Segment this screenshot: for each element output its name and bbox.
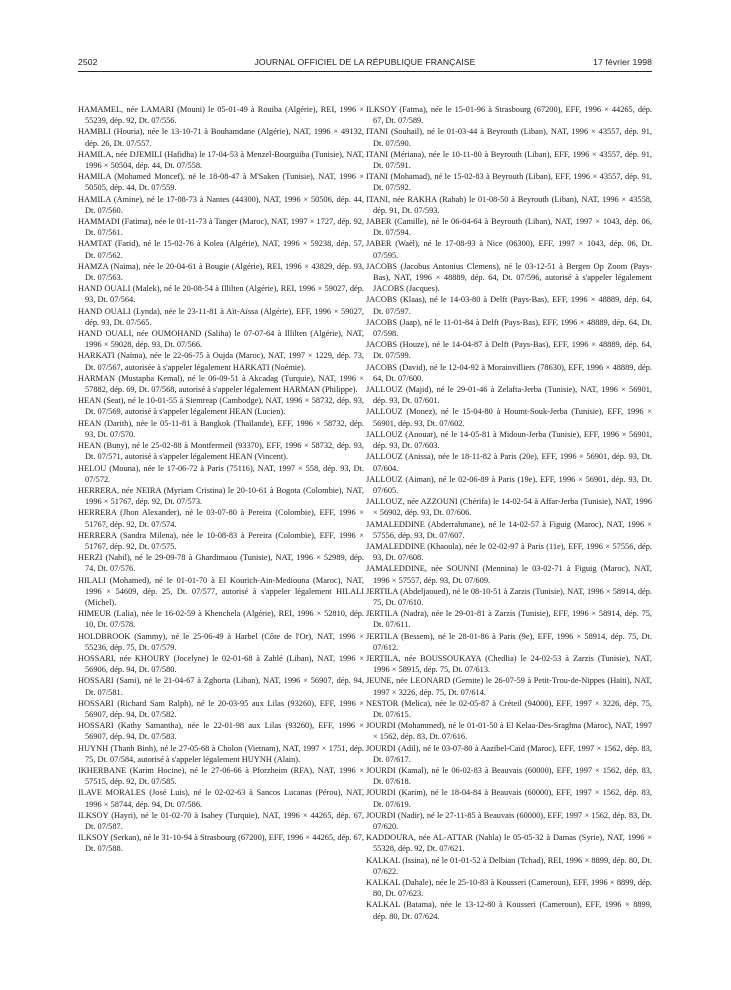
register-entry: HAND OUALI (Malek), né le 20-08-54 à Illilten (Algérie), REI, 1996 × 59027, dép. 93, Dt. 07/564.: [78, 284, 364, 305]
register-entry: JERTILA, née BOUSSOUKAYA (Chedlia) le 24-02-53 à Zarzis (Tunisie), NAT, 1996 × 58915, dép. 75, Dt. 07/613.: [366, 653, 652, 675]
register-entry: HILALI (Mohamed), né le 01-01-70 à El Kourich-Ain-Mediouna (Maroc), NAT, 1996 × 54609, dép. 25, Dt. 07/577, autorisé à s'appeler légalement HILALI (Michel).: [78, 575, 364, 607]
register-entry: JACOBS (Klaas), né le 14-03-80 à Delft (Pays-Bas), EFF, 1996 × 48889, dép. 64, Dt. 07/597.: [366, 295, 652, 316]
register-entry: JALLOUZ, née AZZOUNI (Chérifa) le 14-02-54 à Affar-Jerba (Tunisie), NAT, 1996 × 56902, dép. 93, Dt. 07/606.: [366, 497, 652, 518]
register-entry: ITANI (Mériana), née le 10-11-80 à Beyrouth (Liban), EFF, 1996 × 43557, dép. 91, Dt. 07/591.: [366, 149, 652, 171]
register-entry: JACOBS (Houze), né le 14-04-87 à Delft (Pays-Bas), EFF, 1996 × 48889, dép. 64, Dt. 07/599.: [366, 340, 652, 361]
register-entry: HARKATI (Naïma), née le 22-06-75 à Oujda (Maroc), NAT, 1997 × 1229, dép. 73, Dt. 07/567, autorisée à s'appeler légalement HARKATI (Noémie).: [78, 351, 364, 372]
register-entry: ITANI, née RAKHA (Rabab) le 01-08-50 à Beyrouth (Liban), NAT, 1996 × 43558, dép. 91, Dt. 07/593.: [366, 194, 652, 215]
register-entry: HUYNH (Thanh Binh), né le 27-05-68 à Cholon (Vietnam), NAT, 1997 × 1751, dép. 75, Dt. 07/584, autorisé à s'appeler légalement HUYNH (Alain).: [78, 743, 364, 764]
right-column: [366, 104, 652, 922]
register-entry: ITANI (Souhail), né le 01-03-44 à Beyrouth (Liban), NAT, 1996 × 43557, dép. 91, Dt. 07/590.: [366, 127, 652, 148]
register-entry: ILAVE MORALES (José Luis), né le 02-02-63 à Sancos Lucanas (Pérou), NAT, 1996 × 58744, dép. 94, Dt. 07/586.: [78, 788, 364, 809]
register-entry: JALLOUZ (Anouar), né le 14-05-81 à Midoun-Jerba (Tunisie), EFF, 1996 × 56901, dép. 93, Dt. 07/603.: [366, 429, 652, 451]
issue-date: 17 février 1998: [593, 57, 652, 67]
register-entry: ILKSOY (Hayri), né le 01-02-70 à Isabey (Turquie), NAT, 1996 × 44265, dép. 67, Dt. 07/587.: [78, 810, 364, 831]
register-entry: HOSSARI (Kathy Samantha), née le 22-01-98 aux Lilas (93260), EFF, 1996 × 56907, dép. 94, Dt. 07/583.: [78, 721, 364, 742]
register-entry: HIMEUR (Lalia), née le 16-02-59 à Khenchela (Algérie), REI, 1996 × 52810, dép. 10, Dt. 07/578.: [78, 609, 364, 630]
register-entry: JOURDI (Kamal), né le 06-02-83 à Beauvais (60000), EFF, 1997 × 1562, dép. 83, Dt. 07/618.: [366, 765, 652, 787]
register-entry: HERRERA (Sandra Milena), née le 10-08-83 à Pereira (Colombie), EFF, 1996 × 51767, dép. 92, Dt. 07/575.: [78, 530, 364, 551]
register-entry: HOSSARI, née KHOURY (Jocelyne) le 02-01-68 à Zahlé (Liban), NAT, 1996 × 56906, dép. 94, Dt. 07/580.: [78, 653, 364, 675]
register-entry: HAMILA, née DJEMILI (Hafidha) le 17-04-53 à Menzel-Bourguiba (Tunisie), NAT, 1996 × 50504, dép. 44, Dt. 07/558.: [78, 149, 364, 171]
register-entry: KALKAL (Dahale), née le 25-10-83 à Kousseri (Cameroun), EFF, 1996 × 8899, dép. 80, Dt. 07/623.: [366, 878, 652, 899]
register-entry: NESTOR (Melica), née le 02-05-87 à Créteil (94000), EFF, 1997 × 3226, dép. 75, Dt. 07/615.: [366, 698, 652, 719]
register-entry: JALLOUZ (Majid), né le 29-01-46 à Zelafta-Jerba (Tunisie), NAT, 1996 × 56901, dép. 93, Dt. 07/601.: [366, 385, 652, 406]
register-entry: JACOBS (Jacobus Antonius Clemens), né le 03-12-51 à Bergen Op Zoom (Pays-Bas), NAT, 1996 × 48889, dép. 64, Dt. 07/596, autorisé à s'appeler légalement JACOBS (Jacques).: [366, 261, 652, 294]
register-entry: JAMALEDDINE, née SOUNNI (Mennina) le 03-02-71 à Figuig (Maroc), NAT, 1996 × 57557, dép. 93, Dt. 07/609.: [366, 564, 652, 585]
register-entry: KADDOURA, née AL-ATTAR (Nahla) le 05-05-32 à Damas (Syrie), NAT, 1996 × 55328, dép. 92, Dt. 07/621.: [366, 833, 652, 854]
register-entry: HERRERA, née NEIRA (Myriam Cristina) le 20-10-61 à Bogota (Colombie), NAT, 1996 × 51767, dép. 92, Dt. 07/573.: [78, 485, 364, 507]
register-entry: JACOBS (Jaap), né le 11-01-84 à Delft (Pays-Bas), EFF, 1996 × 48889, dép. 64, Dt. 07/598.: [366, 317, 652, 339]
register-entry: JERTILA (Nadra), née le 29-01-81 à Zarzis (Tunisie), EFF, 1996 × 58914, dép. 75, Dt. 07/611.: [366, 609, 652, 630]
register-entry: HOSSARI (Richard Sam Ralph), né le 20-03-95 aux Lilas (93260), EFF, 1996 × 56907, dép. 94, Dt. 07/582.: [78, 698, 364, 719]
register-entry: JOURDI (Karim), né le 18-04-84 à Beauvais (60000), EFF, 1997 × 1562, dép. 83, Dt. 07/619.: [366, 788, 652, 809]
register-entry: JALLOUZ (Monez), né le 15-04-80 à Houmt-Souk-Jerba (Tunisie), EFF, 1996 × 56901, dép. 93, Dt. 07/602.: [366, 407, 652, 428]
register-entry: HAMILA (Amine), né le 17-08-73 à Nantes (44300), NAT, 1996 × 50506, dép. 44, Dt. 07/560.: [78, 194, 364, 215]
register-entry: HERRERA (Jhon Alexander), né le 03-07-80 à Pereira (Colombie), EFF, 1996 × 51767, dép. 92, Dt. 07/574.: [78, 508, 364, 529]
register-entry: HAMBLI (Houria), née le 13-10-71 à Bouhamdane (Algérie), NAT, 1996 × 49132, dép. 26, Dt. 07/557.: [78, 127, 364, 148]
register-entry: HEAN (Darith), née le 05-11-81 à Bangkok (Thaïlande), EFF, 1996 × 58732, dép. 93, Dt. 07/570.: [78, 418, 364, 439]
register-entry: HAMZA (Naima), née le 20-04-61 à Bougie (Algérie), REI, 1996 × 43829, dép. 93, Dt. 07/563.: [78, 261, 364, 283]
register-entry: JOURDI (Adil), né le 03-07-80 à Aazibel-Caïd (Maroc), EFF, 1997 × 1562, dép. 83, Dt. 07/617.: [366, 743, 652, 764]
register-entry: HARMAN (Mustapha Kemal), né le 06-09-51 à Akcadag (Turquie), NAT, 1996 × 57882, dép. 69, Dt. 07/568, autorisé à s'appeler légalement HARMAN (Philippe).: [78, 373, 364, 395]
register-entry: JALLOUZ (Anissa), née le 18-11-82 à Paris (20e), EFF, 1996 × 56901, dép. 93, Dt. 07/604.: [366, 452, 652, 473]
register-entry: JALLOUZ (Aiman), né le 02-06-89 à Paris (19e), EFF, 1996 × 56901, dép. 93, Dt. 07/605.: [366, 474, 652, 495]
journal-title: JOURNAL OFFICIEL DE LA RÉPUBLIQUE FRANÇAISE: [254, 57, 476, 67]
register-entry: JABER (Waël), né le 17-08-93 à Nice (06300), EFF, 1997 × 1043, dép. 06, Dt. 07/595.: [366, 239, 652, 260]
register-entry: JERTILA (Abdeljaoued), né le 08-10-51 à Zarzis (Tunisie), NAT, 1996 × 58914, dép. 75, Dt. 07/610.: [366, 586, 652, 607]
register-entry: HERZI (Nabil), né le 29-09-78 à Ghardimaou (Tunisie), NAT, 1996 × 52989, dép. 74, Dt. 07/576.: [78, 553, 364, 574]
register-entry: HAMMADI (Fatima), née le 01-11-73 à Tanger (Maroc), NAT, 1997 × 1727, dép. 92, Dt. 07/561.: [78, 217, 364, 238]
register-entry: HAMTAT (Farid), né le 15-02-76 à Kolea (Algérie), NAT, 1996 × 59238, dép. 57, Dt. 07/562.: [78, 239, 364, 260]
register-entry: JERTILA (Bessem), né le 28-01-86 à Paris (9e), EFF, 1996 × 58914, dép. 75, Dt. 07/612.: [366, 631, 652, 652]
register-entry: HOSSARI (Sami), né le 21-04-67 à Zghorta (Liban), NAT, 1996 × 56907, dép. 94, Dt. 07/581.: [78, 676, 364, 697]
register-entry: HOLDBROOK (Sammy), né le 25-06-49 à Harbel (Côte de l'Or), NAT, 1996 × 55236, dép. 75, Dt. 07/579.: [78, 631, 364, 652]
page-header: [78, 57, 652, 71]
register-entry: KALKAL (Issina), né le 01-01-52 à Delbian (Tchad), REI, 1996 × 8899, dép. 80, Dt. 07/622.: [366, 855, 652, 876]
register-entry: ITANI (Mohamad), né le 15-02-83 à Beyrouth (Liban), EFF, 1996 × 43557, dép. 91, Dt. 07/592.: [366, 172, 652, 193]
register-entry: ILKSOY (Serkan), né le 31-10-94 à Strasbourg (67200), EFF, 1996 × 44265, dép. 67, Dt. 07/588.: [78, 833, 364, 854]
register-entry: JOURDI (Nadir), né le 27-11-85 à Beauvais (60000), EFF, 1997 × 1562, dép. 83, Dt. 07/620.: [366, 810, 652, 831]
register-entry: JABER (Camille), né le 06-04-64 à Beyrouth (Liban), NAT, 1997 × 1043, dép. 06, Dt. 07/594.: [366, 217, 652, 238]
header-rule: [78, 71, 652, 72]
register-entry: HAMILA (Mohamed Moncef), né le 18-08-47 à M'Saken (Tunisie), NAT, 1996 × 50505, dép. 44, Dt. 07/559.: [78, 172, 364, 193]
register-entry: ILKSOY (Fatma), née le 15-01-96 à Strasbourg (67200), EFF, 1996 × 44265, dép. 67, Dt. 07/589.: [366, 105, 652, 126]
register-entry: HAND OUALI (Lynda), née le 23-11-81 à Aït-Aïssa (Algérie), EFF, 1996 × 59027, dép. 93, Dt. 07/565.: [78, 306, 364, 327]
register-entry: JAMALEDDINE (Khaoula), née le 02-02-97 à Paris (11e), EFF, 1996 × 57556, dép. 93, Dt. 07/608.: [366, 541, 652, 563]
register-entry: HAMAMEL, née LAMARI (Mouni) le 05-01-49 à Rouiba (Algérie), REI, 1996 × 55239, dép. 92, Dt. 07/556.: [78, 105, 364, 126]
register-entry: JEUNE, née LEONARD (Gernite) le 26-07-59 à Petit-Trou-de-Nippes (Haïti), NAT, 1997 × 3226, dép. 75, Dt. 07/614.: [366, 676, 652, 697]
register-entry: HEAN (Seat), né le 10-01-55 à Siemreap (Cambodge), NAT, 1996 × 58732, dép. 93, Dt. 07/569, autorisé à s'appeler légalement HEAN (Lucien).: [78, 396, 364, 417]
register-entry: JACOBS (David), né le 12-04-92 à Morainvilliers (78630), EFF, 1996 × 48889, dép. 64, Dt. 07/600.: [366, 362, 652, 383]
register-entry: KALKAL (Batama), née le 13-12-80 à Kousseri (Cameroun), EFF, 1996 × 8899, dép. 80, Dt. 07/624.: [366, 900, 652, 921]
page-number: 2502: [78, 57, 98, 67]
register-entry: JOURDI (Mohammed), né le 01-01-50 à El Kelaa-Des-Sraghna (Maroc), NAT, 1997 × 1562, dép. 83, Dt. 07/616.: [366, 721, 652, 742]
left-column: [78, 104, 364, 855]
register-entry: JAMALEDDINE (Abderrahmane), né le 14-02-57 à Figuig (Maroc), NAT, 1996 × 57556, dép. 93, Dt. 07/607.: [366, 519, 652, 540]
register-entry: HELOU (Mouna), née le 17-06-72 à Paris (75116), NAT, 1997 × 558, dép. 93, Dt. 07/572.: [78, 463, 364, 484]
register-entry: HEAN (Buny), né le 25-02-88 à Montfermeil (93370), EFF, 1996 × 58732, dép. 93, Dt. 07/571, autorisé à s'appeler légalement HEAN (Vincent).: [78, 441, 364, 462]
register-entry: IKHERBANE (Karim Hocine), né le 27-06-66 à Pforzheim (RFA), NAT, 1996 × 57515, dép. 92, Dt. 07/585.: [78, 765, 364, 787]
register-entry: HAND OUALI, née OUMOHAND (Saliha) le 07-07-64 à Illilten (Algérie), NAT, 1996 × 59028, dép. 93, Dt. 07/566.: [78, 329, 364, 350]
